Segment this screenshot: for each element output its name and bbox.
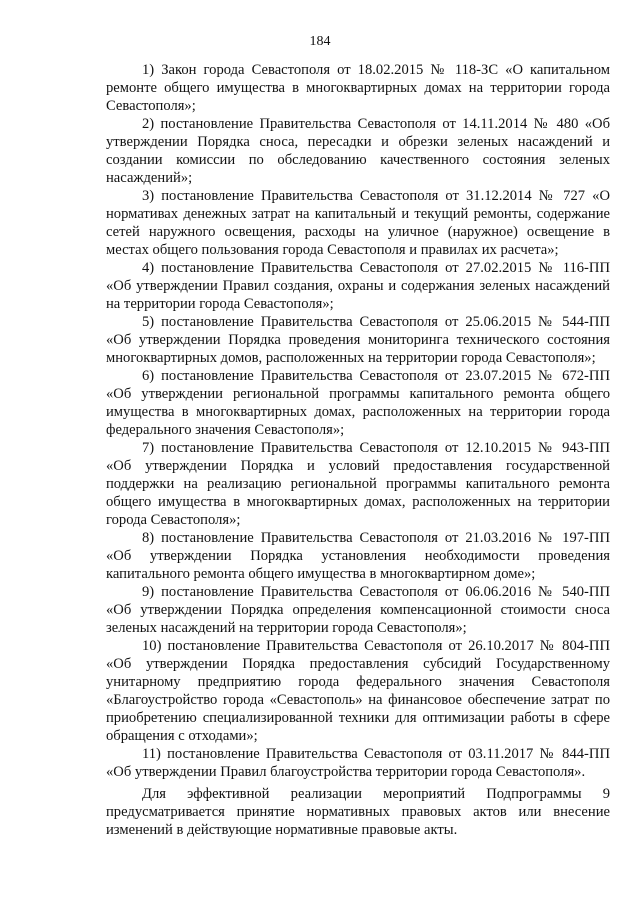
legal-act-item-3: 3) постановление Правительства Севастополя от 31.12.2014 № 727 «О нормативах денежных затрат на капитальный и текущий ремонты, содержание сетей наружного освещения, расходы на уличное (наружное) освещение в местах общего пользования города Севастополя и правилах их расчета»; [106,188,610,258]
legal-act-item-1: 1) Закон города Севастополя от 18.02.2015 № 118-ЗС «О капитальном ремонте общего имущества в многоквартирных домах на территории города Севастополя»; [106,62,610,114]
document-body [106,61,610,839]
legal-act-item-2: 2) постановление Правительства Севастополя от 14.11.2014 № 480 «Об утверждении Порядка сноса, пересадки и обрезки зеленых насаждений и создании комиссии по обследованию качественного состояния зеленых насаждений»; [106,116,610,186]
legal-act-item-6: 6) постановление Правительства Севастополя от 23.07.2015 № 672-ПП «Об утверждении региональной программы капитального ремонта общего имущества в многоквартирных домах, расположенных на территории города федерального значения Севастополя»; [106,368,610,438]
legal-act-item-9: 9) постановление Правительства Севастополя от 06.06.2016 № 540-ПП «Об утверждении Порядка определения компенсационной стоимости сноса зеленых насаждений на территории города Севастополя»; [106,584,610,636]
page-number: 184 [309,34,331,49]
legal-act-item-7: 7) постановление Правительства Севастополя от 12.10.2015 № 943-ПП «Об утверждении Порядка и условий предоставления государственной поддержки на реализацию региональной программы капитального ремонта общего имущества в многоквартирных домах, расположенных на территории города Севастополя»; [106,440,610,528]
legal-act-item-5: 5) постановление Правительства Севастополя от 25.06.2015 № 544-ПП «Об утверждении Порядка проведения мониторинга технического состояния многоквартирных домов, расположенных на территории города Севастополя»; [106,314,610,366]
closing-paragraph: Для эффективной реализации мероприятий Подпрограммы 9 предусматривается принятие нормативных правовых актов или внесение изменений в действующие нормативные правовые акты. [106,786,610,838]
legal-act-item-10: 10) постановление Правительства Севастополя от 26.10.2017 № 804-ПП «Об утверждении Порядка предоставления субсидий Государственному унитарному предприятию города федерального значения Севастополя «Благоустройство города «Севастополь» на финансовое обеспечение затрат по приобретению специализированной техники для оптимизации работы в сфере обращения с отходами»; [106,638,610,744]
legal-act-item-8: 8) постановление Правительства Севастополя от 21.03.2016 № 197-ПП «Об утверждении Порядка установления необходимости проведения капитального ремонта общего имущества в многоквартирном доме»; [106,530,610,582]
legal-act-item-4: 4) постановление Правительства Севастополя от 27.02.2015 № 116-ПП «Об утверждении Правил создания, охраны и содержания зеленых насаждений на территории города Севастополя»; [106,260,610,312]
legal-act-item-11: 11) постановление Правительства Севастополя от 03.11.2017 № 844-ПП «Об утверждении Правил благоустройства территории города Севастополя». [106,746,610,780]
